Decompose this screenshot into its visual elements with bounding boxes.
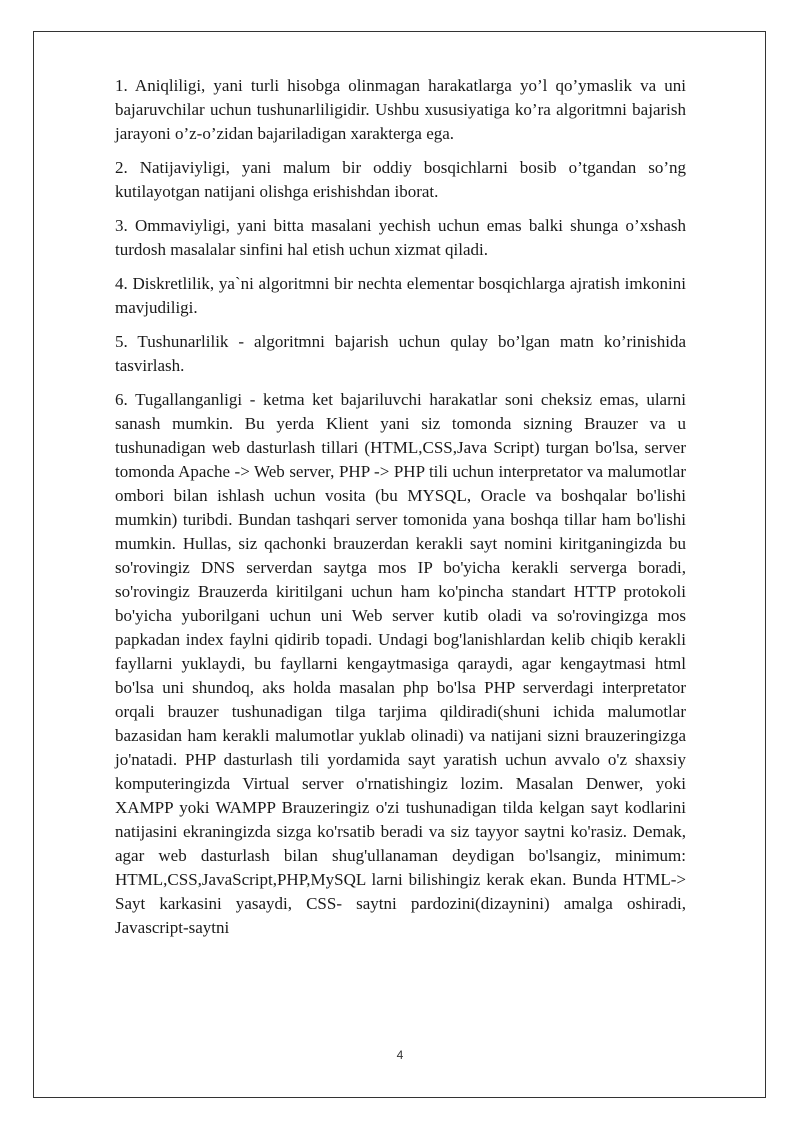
paragraph-understandability: 5. Tushunarlilik - algoritmni bajarish uchun qulay bo’lgan matn ko’rinishida tasvirlash.	[115, 332, 686, 375]
paragraph-discreteness: 4. Diskretlilik, ya`ni algoritmni bir nechta elementar bosqichlarga ajratish imkonini mavjudiligi.	[115, 274, 686, 317]
paragraph-accuracy: 1. Aniqliligi, yani turli hisobga olinmagan harakatlarga yo’l qo’ymaslik va uni bajaruvchilar uchun tushunarliligidir. Ushbu xususiyatiga ko’ra algoritmni bajarish jarayoni o’z-o’zidan bajariladigan xarakterga ega.	[115, 76, 686, 143]
paragraph-mass-character: 3. Ommaviyligi, yani bitta masalani yechish uchun emas balki shunga o’xshash turdosh masalalar sinfini hal etish uchun xizmat qiladi.	[115, 216, 686, 259]
document-body	[115, 74, 686, 950]
page-number: 4	[396, 1048, 404, 1062]
paragraph-effectiveness: 2. Natijaviyligi, yani malum bir oddiy bosqichlarni bosib o’tgandan so’ng kutilayotgan natijani olishga erishishdan iborat.	[115, 158, 686, 201]
paragraph-finiteness: 6. Tugallanganligi - ketma ket bajariluvchi harakatlar soni cheksiz emas, ularni sanash mumkin. Bu yerda Klient yani siz tomonda sizning Brauzer va u tushunadigan web dasturlash tillari (HTML,CSS,Java Script) turgan bo'lsa, server tomonda Apache -> Web server, PHP -> PHP tili uchun interpretator va malumotlar ombori bilan ishlash uchun vosita (bu MYSQL, Oracle va boshqalar bo'lishi mumkin) turibdi. Bundan tashqari server tomonida yana boshqa tillar ham bo'lishi mumkin. Hullas, siz qachonki brauzerdan kerakli sayt nomini kiritganingizda bu so'rovingiz DNS serverdan saytga mos IP bo'yicha kerakli serverga boradi, so'rovingiz Brauzerda kiritilgani uchun ham ko'pincha standart HTTP protokoli bo'yicha yuborilgani uchun uni Web server kutib oladi va so'rovingizga mos papkadan index faylni qidirib topadi. Undagi bog'lanishlardan kelib chiqib kerakli fayllarni yuklaydi, bu fayllarni kengaytmasiga qaraydi, agar kengaytmasi html bo'lsa uni shundoq, aks holda masalan php bo'lsa PHP serverdagi interpretator orqali brauzer tushunadigan tilga tarjima qildiradi(shuni ichida malumotlar bazasidan ham kerakli malumotlar yuklab olinadi) va natijani sizni brauzeringizga jo'natadi. PHP dasturlash tili yordamida sayt yaratish uchun avvalo o'z shaxsiy komputeringizda Virtual server o'rnatishingiz lozim. Masalan Denwer, yoki XAMPP yoki WAMPP Brauzeringiz o'zi tushunadigan tilda kelgan sayt kodlarini natijasini ekraningizda sizga ko'rsatib beradi va siz tayyor saytni ko'rasiz. Demak, agar web dasturlash bilan shug'ullanaman deydigan bo'lsangiz, minimum: HTML,CSS,JavaScript,PHP,MySQL larni bilishingiz kerak ekan. Bunda HTML-> Sayt karkasini yasaydi, CSS- saytni pardozini(dizaynini) amalga oshiradi, Javascript-saytni	[115, 390, 686, 937]
